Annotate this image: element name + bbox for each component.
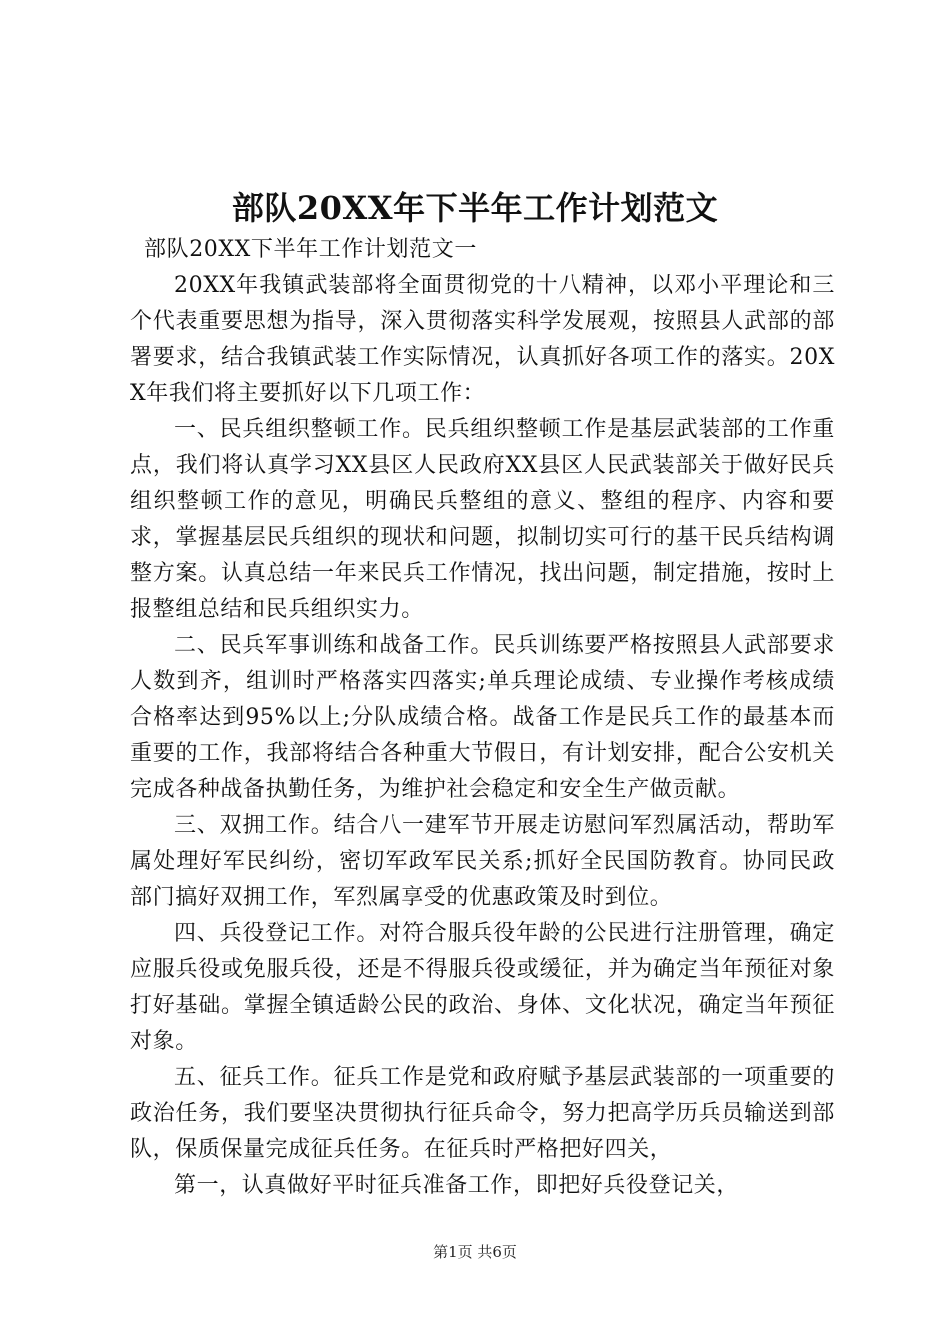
paragraph-first-step: 第一，认真做好平时征兵准备工作，即把好兵役登记关， xyxy=(174,1173,740,1198)
paragraph-registration: 四、兵役登记工作。对符合服兵役年龄的公民进行注册管理，确定应服兵役或免服兵役，还是不得服兵役或缓征，并为确定当年预征对象打好基础。掌握全镇适龄公民的政治、身体、文化状况，确定当年预征对象。 xyxy=(130,921,835,1054)
document-body xyxy=(130,232,835,1204)
document-title: 部队20XX年下半年工作计划范文 xyxy=(231,189,719,227)
page-number-footer: 第1页 共6页 xyxy=(433,1243,517,1261)
paragraph-militia-training: 二、民兵军事训练和战备工作。民兵训练要严格按照县人武部要求人数到齐，组训时严格落实四落实;单兵理论成绩、专业操作考核成绩合格率达到95%以上;分队成绩合格。战备工作是民兵工作的最基本而重要的工作，我部将结合各种重大节假日，有计划安排，配合公安机关完成各种战备执勤任务，为维护社会稳定和安全生产做贡献。 xyxy=(130,633,835,802)
paragraph-conscription: 五、征兵工作。征兵工作是党和政府赋予基层武装部的一项重要的政治任务，我们要坚决贯彻执行征兵命令，努力把高学历兵员输送到部队，保质保量完成征兵任务。在征兵时严格把好四关， xyxy=(130,1065,835,1162)
paragraph-double-support: 三、双拥工作。结合八一建军节开展走访慰问军烈属活动，帮助军属处理好军民纠纷，密切军政军民关系;抓好全民国防教育。协同民政部门搞好双拥工作，军烈属享受的优惠政策及时到位。 xyxy=(130,813,835,910)
paragraph-intro: 20XX年我镇武装部将全面贯彻党的十八精神，以邓小平理论和三个代表重要思想为指导，深入贯彻落实科学发展观，按照县人武部的部署要求，结合我镇武装工作实际情况，认真抓好各项工作的落实。20XX年我们将主要抓好以下几项工作： xyxy=(130,273,835,406)
paragraph-militia-reorganization: 一、民兵组织整顿工作。民兵组织整顿工作是基层武装部的工作重点，我们将认真学习XX县区人民政府XX县区人民武装部关于做好民兵组织整顿工作的意见，明确民兵整组的意义、整组的程序、内容和要求，掌握基层民兵组织的现状和问题，拟制切实可行的基干民兵结构调整方案。认真总结一年来民兵工作情况，找出问题，制定措施，按时上报整组总结和民兵组织实力。 xyxy=(130,417,835,622)
section-subtitle: 部队20XX下半年工作计划范文一 xyxy=(144,237,477,262)
